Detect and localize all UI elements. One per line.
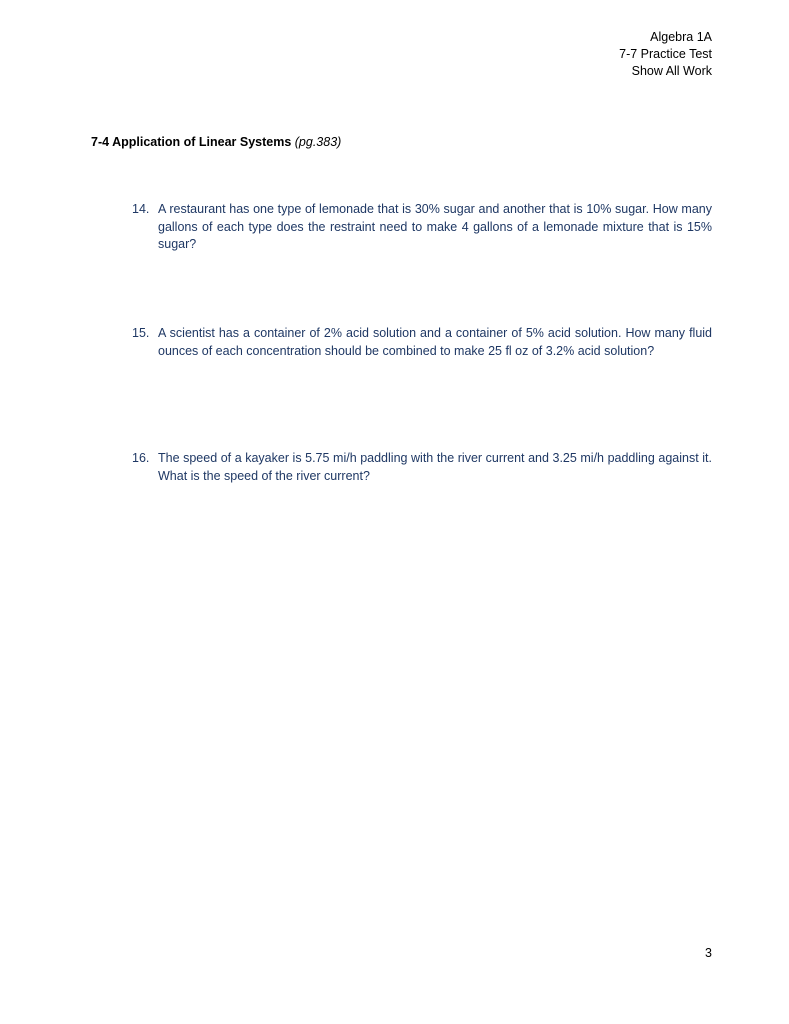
problem-15 <box>132 325 712 360</box>
problem-text: A scientist has a container of 2% acid solution and a container of 5% acid solution. How many fluid ounces of each concentration should be combined to make 25 fl oz of 3.2% acid solution? <box>158 326 712 358</box>
problem-16 <box>132 450 712 485</box>
problem-number: 16. <box>132 451 150 465</box>
section-page-reference: (pg.383) <box>294 135 342 149</box>
test-name: 7-7 Practice Test <box>619 47 712 61</box>
problem-14 <box>132 201 712 254</box>
problem-number: 15. <box>132 326 150 340</box>
section-title: 7-4 Application of Linear Systems <box>91 135 292 149</box>
problem-text: A restaurant has one type of lemonade that is 30% sugar and another that is 10% sugar. How many gallons of each type does the restraint need to make 4 gallons of a lemonade mixture that is 15% sugar? <box>158 202 712 251</box>
page-number: 3 <box>705 946 712 960</box>
work-instruction: Show All Work <box>631 64 712 78</box>
problem-number: 14. <box>132 202 150 216</box>
problem-text: The speed of a kayaker is 5.75 mi/h paddling with the river current and 3.25 mi/h paddling against it. What is the speed of the river current? <box>158 451 712 483</box>
section-heading <box>91 134 341 151</box>
course-name: Algebra 1A <box>650 30 712 44</box>
page-header <box>619 29 712 80</box>
